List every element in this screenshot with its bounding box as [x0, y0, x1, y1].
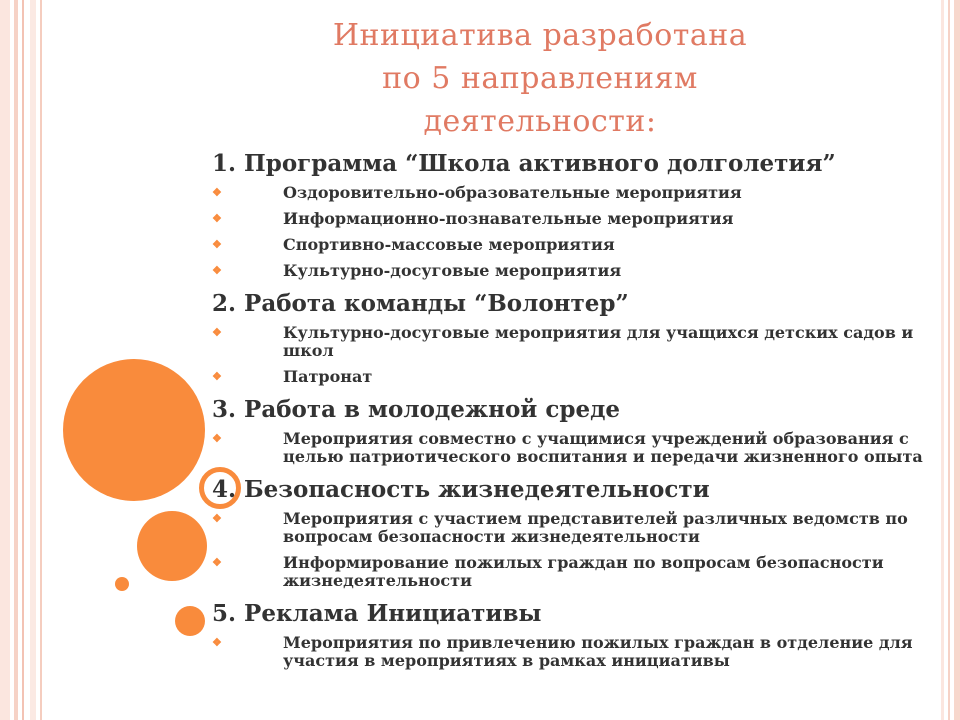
diamond-bullet-icon: ❖ — [212, 326, 222, 339]
bullet-text: Спортивно-массовые мероприятия — [283, 235, 615, 254]
title-line: по 5 направлениям — [382, 61, 698, 96]
left-stripe — [14, 0, 18, 720]
diamond-bullet-icon: ❖ — [212, 432, 222, 445]
diamond-bullet-icon: ❖ — [212, 186, 222, 199]
slide-title — [230, 14, 850, 143]
bullet-text: Мероприятия с участием представителей различных ведомств по вопросам безопасности жизнедеятельности — [283, 509, 908, 546]
slide-content — [212, 148, 942, 678]
right-stripe — [948, 0, 950, 720]
bullet-text: Информирование пожилых граждан по вопросам безопасности жизнедеятельности — [283, 553, 884, 590]
bullet-text: Патронат — [283, 367, 373, 386]
bullet-item — [212, 554, 942, 590]
bullet-item — [212, 324, 942, 360]
left-stripe — [0, 0, 10, 720]
diamond-bullet-icon: ❖ — [212, 512, 222, 525]
bullet-text: Культурно-досуговые мероприятия для учащихся детских садов и школ — [283, 323, 914, 360]
bullet-text: Информационно-познавательные мероприятия — [283, 209, 734, 228]
diamond-bullet-icon: ❖ — [212, 238, 222, 251]
section-heading: 5. Реклама Инициативы — [212, 600, 542, 627]
bullet-text: Мероприятия по привлечению пожилых граждан в отделение для участия в мероприятиях в рамках инициативы — [283, 633, 913, 670]
bullet-text: Культурно-досуговые мероприятия — [283, 261, 622, 280]
left-stripe — [40, 0, 42, 720]
decor-circle-small — [175, 606, 205, 636]
right-stripe — [954, 0, 960, 720]
decor-circle-tiny — [115, 577, 129, 591]
bullet-item — [212, 236, 942, 254]
bullet-item — [212, 634, 942, 670]
bullet-item — [212, 510, 942, 546]
bullet-text: Оздоровительно-образовательные мероприятия — [283, 183, 742, 202]
diamond-bullet-icon: ❖ — [212, 636, 222, 649]
section-heading: 4. Безопасность жизнедеятельности — [212, 476, 710, 503]
decor-circle-medium — [137, 511, 207, 581]
decor-circle-large — [63, 359, 205, 501]
diamond-bullet-icon: ❖ — [212, 370, 222, 383]
bullet-text: Мероприятия совместно с учащимися учреждений образования с целью патриотического воспитания и передачи жизненного опыта — [283, 429, 923, 466]
diamond-bullet-icon: ❖ — [212, 556, 222, 569]
section-heading: 2. Работа команды “Волонтер” — [212, 290, 629, 317]
section-heading: 1. Программа “Школа активного долголетия” — [212, 150, 836, 177]
bullet-item — [212, 184, 942, 202]
diamond-bullet-icon: ❖ — [212, 264, 222, 277]
left-stripe — [30, 0, 36, 720]
bullet-item — [212, 368, 942, 386]
title-line: Инициатива разработана — [332, 18, 748, 53]
diamond-bullet-icon: ❖ — [212, 212, 222, 225]
bullet-item — [212, 262, 942, 280]
bullet-item — [212, 430, 942, 466]
bullet-item — [212, 210, 942, 228]
title-line: деятельности: — [423, 104, 657, 139]
left-stripe — [22, 0, 24, 720]
section-heading: 3. Работа в молодежной среде — [212, 396, 621, 423]
